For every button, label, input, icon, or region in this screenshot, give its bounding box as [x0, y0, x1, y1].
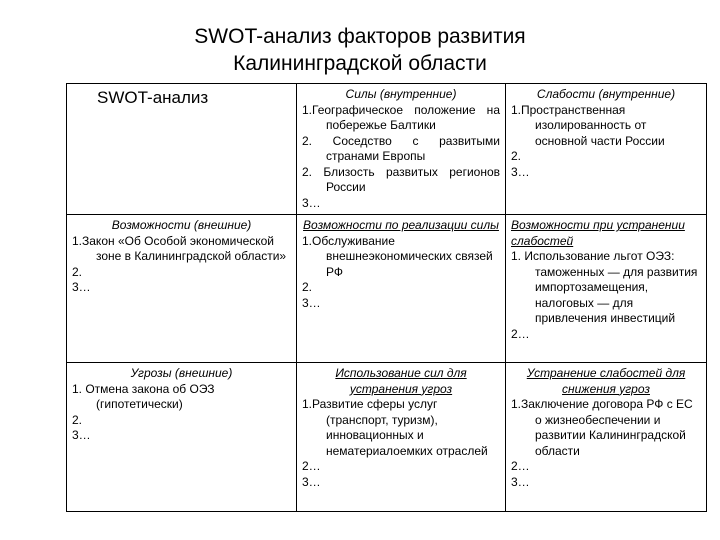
page-title: [0, 23, 720, 77]
threats-header: Угрозы (внешние): [130, 366, 233, 380]
wt-cell: [506, 363, 707, 512]
wo-header: Возможности при устранении слабостей: [511, 218, 685, 248]
list-item: 3…: [511, 474, 530, 489]
corner-cell: SWOT-анализ: [67, 84, 297, 215]
list-item: 2.: [72, 412, 83, 427]
list-item: 1.Развитие сферы услуг (транспорт, туризм), инновационных и нематериалоемких отраслей: [302, 397, 488, 458]
list-item: 3…: [511, 164, 530, 179]
list-item: 2.: [511, 149, 522, 163]
opportunities-header: Возможности (внешние): [111, 218, 252, 232]
list-item: 1.Обслуживание внешнеэкономических связей РФ: [302, 233, 493, 279]
title-line-2: Калининградской области: [233, 52, 487, 75]
list-item: 1.Географическое положение на побережье Балтики: [302, 102, 500, 132]
table-row: [67, 363, 707, 512]
list-item: 1. Использование льгот ОЭЗ: таможенных — для развития импортозамещения, налоговых — для привлечения инвестиций: [511, 249, 698, 325]
wt-header: Устранение слабостей для снижения угроз: [526, 366, 686, 396]
list-item: 2…: [511, 326, 530, 341]
list-item: 3…: [302, 195, 321, 210]
weaknesses-cell: [506, 84, 707, 215]
list-item: 3…: [72, 428, 91, 442]
list-item: 1.Заключение договора РФ с ЕС о жизнеобеспечении и развитии Калининградской области: [511, 397, 693, 458]
wo-list: [511, 249, 701, 342]
threats-list: [72, 382, 291, 444]
st-cell: [297, 363, 506, 512]
so-list: [302, 234, 500, 312]
list-item: 2. Соседство с развитыми странами Европы: [302, 133, 500, 163]
list-item: 3…: [72, 280, 91, 294]
st-list: [302, 397, 500, 490]
list-item: 2…: [302, 459, 321, 473]
table-row: [67, 215, 707, 363]
wo-cell: [506, 215, 707, 363]
opportunities-list: [72, 234, 291, 296]
list-item: 1.Пространственная изолированность от основной части России: [511, 102, 665, 148]
list-item: 2. Близость развитых регионов России: [302, 164, 500, 194]
table-row: [67, 84, 707, 215]
list-item: 2.: [302, 280, 313, 294]
list-item: 2…: [511, 459, 530, 473]
list-item: 1. Отмена закона об ОЭЗ (гипотетически): [72, 381, 215, 411]
title-line-1: SWOT-анализ факторов развития: [194, 25, 526, 48]
list-item: 3…: [302, 474, 321, 489]
swot-table: [66, 83, 707, 512]
strengths-header: Силы (внутренние): [345, 87, 457, 101]
so-cell: [297, 215, 506, 363]
opportunities-cell: [67, 215, 297, 363]
strengths-cell: [297, 84, 506, 215]
list-item: 1.Закон «Об Особой экономической зоне в Калининградской области»: [72, 233, 287, 263]
wt-list: [511, 397, 701, 490]
list-item: 3…: [302, 295, 321, 310]
threats-cell: [67, 363, 297, 512]
list-item: 2.: [72, 264, 83, 279]
strengths-list: [302, 103, 500, 212]
so-header: Возможности по реализации силы: [303, 218, 499, 232]
weaknesses-list: [511, 103, 701, 181]
weaknesses-header: Слабости (внутренние): [536, 87, 676, 101]
st-header: Использование сил для устранения угроз: [335, 366, 467, 396]
